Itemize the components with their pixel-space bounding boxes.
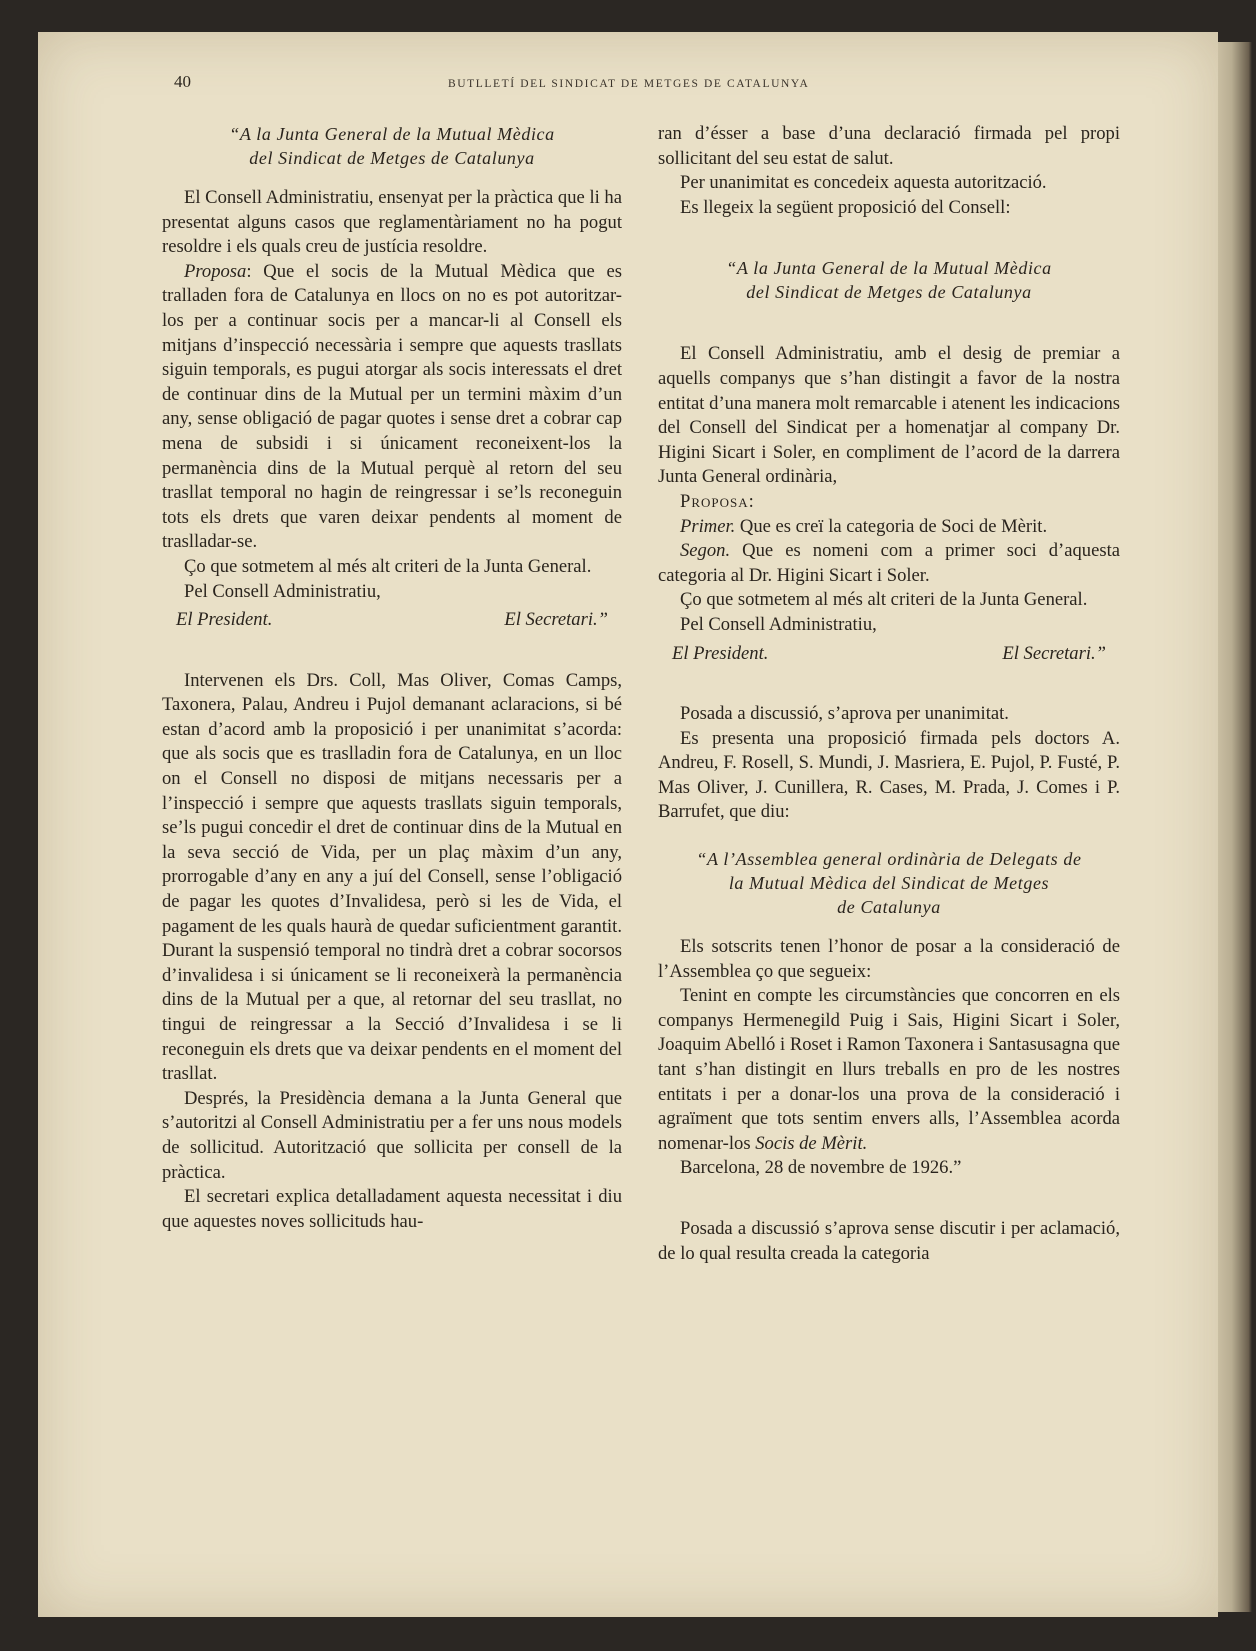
quote2-paragraph-4: Pel Consell Administratiu, — [680, 613, 877, 635]
paragraph-despres: Després, la Presidència demana a la Junta General que s’autoritzi al Consell Administratiu per a fer uns nous models de sollicitud. Autorització que sollicita per consell de la pràctica. — [162, 1087, 622, 1183]
quote3-paragraph-2 — [658, 984, 1120, 1156]
quote3-title-line2: la Mutual Mèdica del Sindicat de Metges — [728, 873, 1050, 894]
signature-president: El President. — [672, 642, 769, 664]
paragraph-secretari: El secretari explica detalladament aquesta necessitat i diu que aquestes noves sollicituds hau- — [162, 1186, 622, 1232]
signature-secretari: El Secretari.” — [504, 609, 608, 631]
paragraph-presenta: Es presenta una proposició firmada pels doctors A. Andreu, F. Rosell, S. Mundi, J. Masriera, E. Pujol, P. Fusté, P. Mas Oliver, J. Cunillera, R. Cases, M. Prada, J. Comes i P. Barrufet, que diu: — [658, 727, 1120, 823]
quote1-title-line2: del Sindicat de Metges de Catalunya — [249, 148, 535, 168]
document-page — [38, 32, 1218, 1617]
paragraph-continuation: ran d’ésser a base d’una declaració firmada pel propi sollicitant del seu estat de salut. — [658, 123, 1120, 169]
quote2-paragraph-3: Ço que sotmetem al més alt criteri de la Junta General. — [680, 589, 1088, 611]
quote2-proposa: Proposa: — [680, 490, 755, 512]
paragraph-intervenen: Intervenen els Drs. Coll, Mas Oliver, Comas Camps, Taxonera, Palau, Andreu i Pujol demanant aclaracions, si bé estan d’acord amb la proposició i per unanimitat s’acorda: que als socis que es traslladin fora de Catalunya, en un lloc on el Consell no disposi de mitjans necessaris per a l’inspecció i sempre que aquests trasllats siguin temporals, se’ls pugui concedir el dret de continuar dins de la Mutual en la seva secció de Vida, per un plaç màxim d’un any, prorrogable d’any en any a juí del Consell, sense l’obligació de pagar les quotes d’Invalidesa, però si les de Vida, el pagament de les quals haurà de quedar suficientment garantit. Durant la suspensió temporal no tindrà dret a cobrar socorsos d’invalidesa i si únicament se li reconeixerà la permanència dins de la Mutual per a que, al retornar del seu trasllat, no tingui de reingressar a la Secció d’Invalidesa i se li reconeguin els drets que va deixar pendents en el moment del trasllat. — [162, 669, 622, 1085]
quote2-segon — [658, 539, 1120, 588]
quote1-paragraph-1: El Consell Administratiu, ensenyat per la pràctica que li ha presentat alguns casos que reglamentàriament no ha pogut resoldre i els quals creu de justícia resoldre. — [162, 187, 622, 258]
segon-label: Segon. — [680, 540, 731, 562]
quote3-paragraph-1: Els sotscrits tenen l’honor de posar a la consideració de l’Assemblea ço que segueix: — [658, 936, 1120, 982]
left-column — [162, 122, 622, 1234]
right-column — [658, 122, 1120, 1266]
paragraph-unanimitat: Per unanimitat es concedeix aquesta autorització. — [680, 172, 1047, 194]
paragraph-posada-2: Posada a discussió s’aprova sense discutir i per aclamació, de lo qual resulta creada la categoria — [658, 1218, 1120, 1264]
quote3-paragraph-2-text: Tenint en compte les circumstàncies que concorren en els companys Hermenegild Puig i Sais, Higini Sicart i Soler, Joaquim Abelló i Roset i Ramon Taxonera i Santasusagna que tant s’han distingit en llurs treballs en pro de les nostres entitats i per a donar-los una prova de la consideració i agraïment que tots sentim envers alls, l’Assemblea acorda nomenar-los — [658, 985, 1120, 1154]
quote1-paragraph-4: Pel Consell Administratiu, — [184, 580, 381, 602]
page-edge — [1218, 42, 1252, 1612]
quote1-paragraph-2 — [162, 260, 622, 555]
quote2-signatures — [658, 642, 1120, 667]
signature-president: El President. — [176, 609, 273, 631]
paragraph-llegeix: Es llegeix la següent proposició del Consell: — [680, 196, 1011, 218]
signature-secretari: El Secretari.” — [1002, 642, 1106, 664]
socis-de-merit: Socis de Mèrit. — [755, 1132, 868, 1154]
quote3-title — [658, 847, 1120, 919]
primer-label: Primer. — [680, 515, 736, 537]
proposa-label: Proposa — [184, 260, 247, 282]
paragraph-posada-1: Posada a discussió, s’aprova per unanimitat. — [680, 703, 1009, 725]
quote1-title-line1: “A la Junta General de la Mutual Mèdica — [229, 124, 555, 144]
primer-text: Que es creï la categoria de Soci de Mèrit. — [735, 515, 1048, 537]
quote3-title-line3: de Catalunya — [837, 897, 941, 918]
quote2-primer — [658, 515, 1120, 540]
quote1-signatures — [162, 608, 622, 633]
quote2-paragraph-1: El Consell Administratiu, amb el desig de premiar a aquells companys que s’han distingit a favor de la nostra entitat d’una manera molt remarcable i atenent les indicacions del Consell del Sindicat per a homenatjar al company Dr. Higini Sicart i Soler, en compliment de l’acord de la darrera Junta General ordinària, — [658, 343, 1120, 488]
quote3-title-line1: “A l’Assemblea general ordinària de Delegats de — [696, 849, 1082, 870]
quote3-paragraph-3: Barcelona, 28 de novembre de 1926.” — [680, 1157, 962, 1179]
quote1-paragraph-2-text: : Que el socis de la Mutual Mèdica que es tralladen fora de Catalunya en llocs on no es pot autoritzar-los per a continuar socis per a mancar-li al Consell els mitjans d’inspecció necessària i sempre que aquests trasllats siguin temporals, es pugui atorgar als socis interessats el dret de continuar dins de la Mutual per un termini màxim d’un any, sense obligació de pagar quotes i sense dret a cobrar cap mena de subsidi i si únicament reconeixent-los la permanència dins de la Mutual perquè al retorn del seu trasllat temporal no hagin de reingressar i se’ls reconeguin tots els drets que varen deixar pendents al moment de traslladar-se. — [162, 260, 622, 553]
segon-text: Que es nomeni com a primer soci d’aquesta categoria al Dr. Higini Sicart i Soler. — [658, 540, 1120, 586]
quote1-title — [162, 122, 622, 170]
page-number: 40 — [174, 72, 191, 91]
quote2-title-line1: “A la Junta General de la Mutual Mèdica — [726, 258, 1052, 279]
running-title: BUTLLETÍ DEL SINDICAT DE METGES DE CATALUNYA — [448, 78, 810, 90]
quote1-paragraph-3: Ço que sotmetem al més alt criteri de la Junta General. — [184, 555, 592, 577]
quote2-title — [658, 256, 1120, 304]
quote2-title-line2: del Sindicat de Metges de Catalunya — [746, 282, 1032, 303]
